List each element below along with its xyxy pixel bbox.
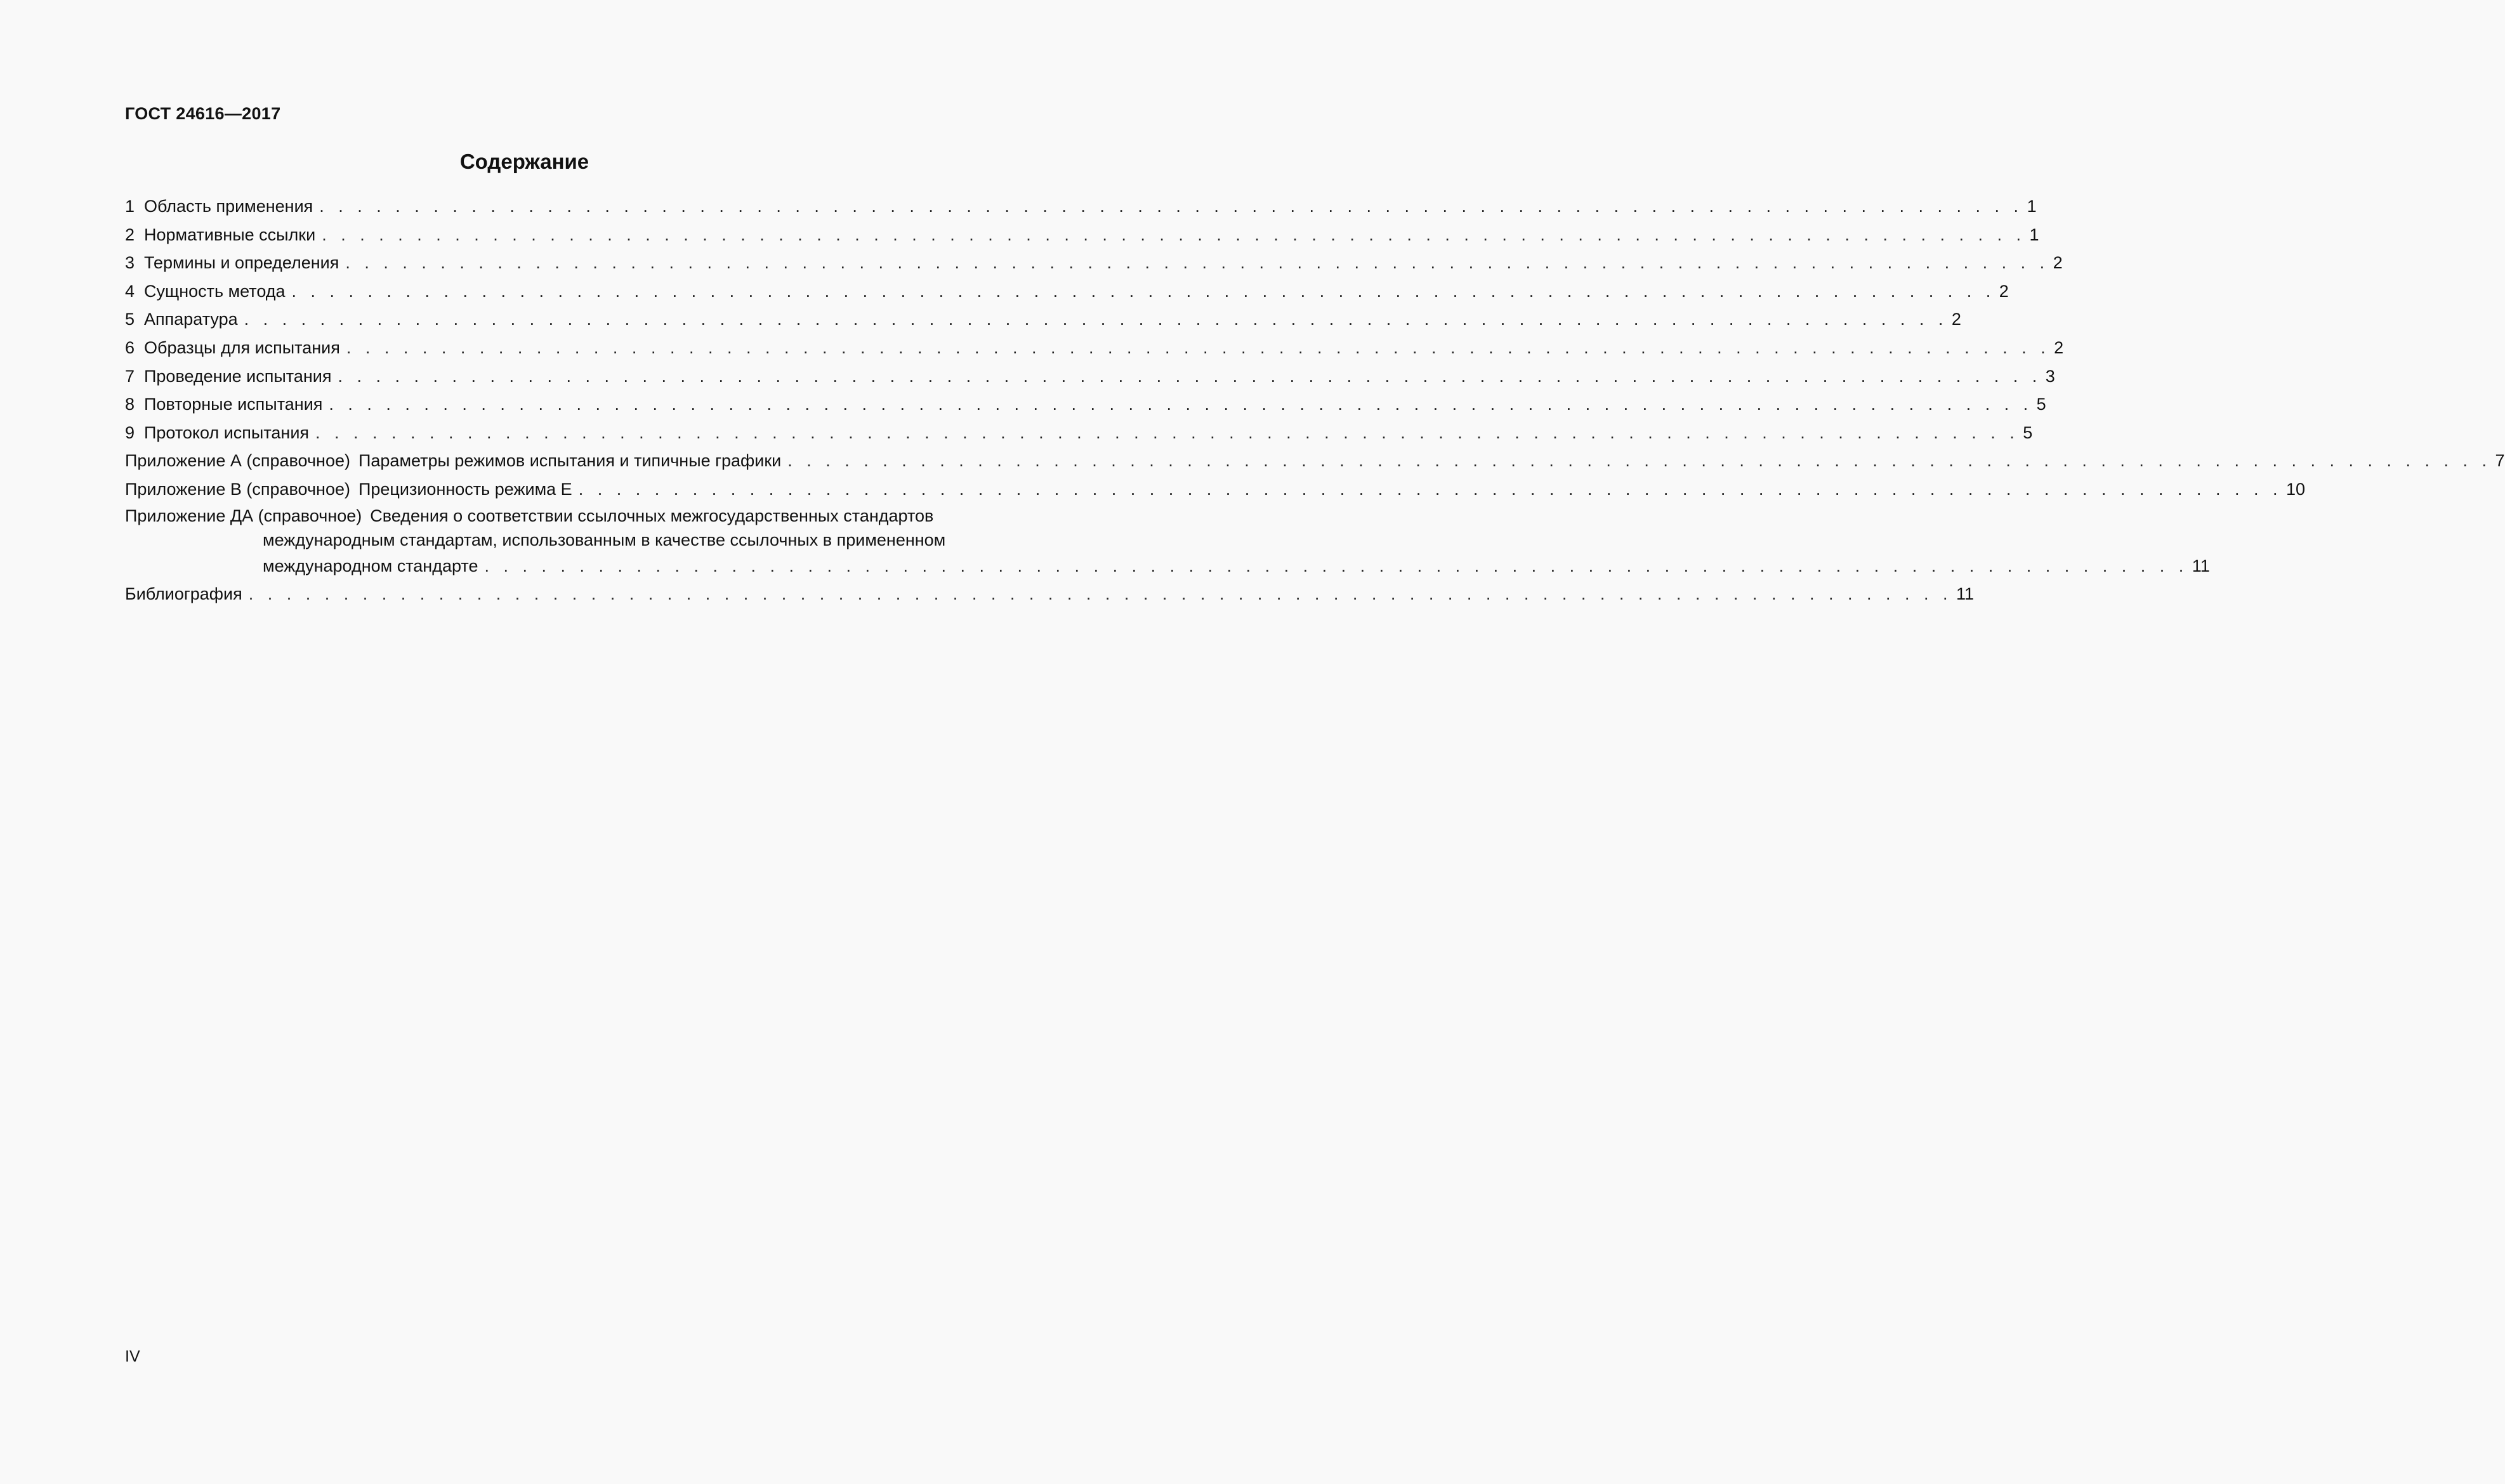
toc-entry-number: 8	[125, 395, 135, 414]
toc-entry-number: 5	[125, 310, 135, 329]
toc-entry-number: 7	[125, 366, 135, 386]
toc-entry-appendix-a[interactable]	[125, 447, 2505, 475]
toc-entry-page: 5	[2036, 395, 2046, 414]
toc-entry-section-7[interactable]	[125, 362, 2055, 391]
toc-dot-leader: . . . . . . . . . . . . . . . . . . . . . . . . . . . . . . . . . . . . . . . . . . . . . . . . . . . . . . . . . . . . . . . . . . . . . . . . . . . . . . . . . . . . . . . . . .	[338, 366, 2042, 386]
toc-entry-number: 1	[125, 197, 135, 216]
toc-title: Содержание	[459, 150, 589, 173]
toc-entry-appendix-b[interactable]	[125, 475, 2305, 504]
toc-dot-leader: . . . . . . . . . . . . . . . . . . . . . . . . . . . . . . . . . . . . . . . . . . . . . . . . . . . . . . . . . . . . . . . . . . . . . . . . . . . . . . . . . . . . . . . . . .	[291, 281, 1995, 301]
toc-entry-title: Аппаратура	[144, 310, 238, 329]
toc-entry-section-1[interactable]	[125, 192, 2037, 221]
toc-entry-page: 10	[2285, 479, 2305, 499]
toc-entry-title: Протокол испытания	[144, 423, 310, 442]
toc-dot-leader: . . . . . . . . . . . . . . . . . . . . . . . . . . . . . . . . . . . . . . . . . . . . . . . . . . . . . . . . . . . . . . . . . . . . . . . . . . . . . . . . . . . . . . . . . .	[248, 584, 1952, 603]
page-number: IV	[125, 1348, 140, 1365]
toc-dot-leader: . . . . . . . . . . . . . . . . . . . . . . . . . . . . . . . . . . . . . . . . . . . . . . . . . . . . . . . . . . . . . . . . . . . . . . . . . . . . . . . . . . . . . . . . . .	[578, 479, 2282, 499]
toc-entry-page: 1	[2029, 225, 2039, 244]
toc-entry-page: 2	[2053, 253, 2063, 273]
toc-entry-section-9[interactable]	[125, 419, 2033, 447]
toc-entry-title: Библиография	[125, 584, 242, 603]
toc-entry-appendix-da[interactable]	[125, 504, 2210, 580]
toc-entry-title: Нормативные ссылки	[144, 225, 316, 244]
toc-entry-title: Образцы для испытания	[144, 338, 340, 357]
toc-entry-bibliography[interactable]	[125, 580, 1974, 608]
toc-entry-number: 9	[125, 423, 135, 442]
toc-entry-title: Область применения	[144, 197, 313, 216]
toc-dot-leader: . . . . . . . . . . . . . . . . . . . . . . . . . . . . . . . . . . . . . . . . . . . . . . . . . . . . . . . . . . . . . . . . . . . . . . . . . . . . . . . . . . . . . . . . . .	[484, 556, 2188, 575]
toc-entry-title: Повторные испытания	[144, 395, 323, 414]
toc-dot-leader: . . . . . . . . . . . . . . . . . . . . . . . . . . . . . . . . . . . . . . . . . . . . . . . . . . . . . . . . . . . . . . . . . . . . . . . . . . . . . . . . . . . . . . . . . .	[346, 338, 2051, 357]
toc-entry-line	[125, 528, 973, 552]
toc-dot-leader: . . . . . . . . . . . . . . . . . . . . . . . . . . . . . . . . . . . . . . . . . . . . . . . . . . . . . . . . . . . . . . . . . . . . . . . . . . . . . . . . . . . . . . . . . .	[319, 197, 2023, 216]
toc-entry-number: 4	[125, 281, 135, 301]
toc-entry-section-4[interactable]	[125, 277, 2009, 306]
toc-entry-section-5[interactable]	[125, 305, 1961, 334]
toc-entry-page: 3	[2045, 366, 2055, 386]
toc-entry-title-line-2: международным стандартам, использованным в качестве ссылочных в примененном	[263, 530, 946, 549]
document-code: ГОСТ 24616—2017	[125, 104, 281, 123]
toc-entry-section-3[interactable]	[125, 249, 2063, 277]
toc-entry-title: Прецизионность режима Е	[358, 479, 572, 499]
toc-entry-page: 11	[2192, 556, 2210, 575]
toc-entry-title: Проведение испытания	[144, 366, 332, 386]
toc-dot-leader: . . . . . . . . . . . . . . . . . . . . . . . . . . . . . . . . . . . . . . . . . . . . . . . . . . . . . . . . . . . . . . . . . . . . . . . . . . . . . . . . . . . . . . . . . .	[345, 253, 2049, 273]
toc-dot-leader: . . . . . . . . . . . . . . . . . . . . . . . . . . . . . . . . . . . . . . . . . . . . . . . . . . . . . . . . . . . . . . . . . . . . . . . . . . . . . . . . . . . . . . . . . .	[315, 423, 2020, 442]
toc-dot-leader: . . . . . . . . . . . . . . . . . . . . . . . . . . . . . . . . . . . . . . . . . . . . . . . . . . . . . . . . . . . . . . . . . . . . . . . . . . . . . . . . . . . . . . . . . .	[244, 310, 1948, 329]
toc-entry-title-line-1: Сведения о соответствии ссылочных межгосударственных стандартов	[370, 506, 934, 525]
toc-entry-number: 3	[125, 253, 135, 273]
toc-dot-leader: . . . . . . . . . . . . . . . . . . . . . . . . . . . . . . . . . . . . . . . . . . . . . . . . . . . . . . . . . . . . . . . . . . . . . . . . . . . . . . . . . . . . . . . . . .	[322, 225, 2026, 244]
toc-appendix-label: Приложение ДА (справочное)	[125, 506, 362, 525]
toc-entry-page: 2	[2054, 338, 2064, 357]
toc-entry-section-8[interactable]	[125, 390, 2046, 419]
toc-entry-section-6[interactable]	[125, 334, 2064, 362]
table-of-contents	[125, 192, 2505, 608]
toc-entry-title: Сущность метода	[144, 281, 286, 301]
toc-appendix-label: Приложение В (справочное)	[125, 479, 350, 499]
toc-entry-number: 2	[125, 225, 135, 244]
toc-entry-number: 6	[125, 338, 135, 357]
toc-entry-title-line-3: международном стандарте	[263, 556, 478, 575]
toc-dot-leader: . . . . . . . . . . . . . . . . . . . . . . . . . . . . . . . . . . . . . . . . . . . . . . . . . . . . . . . . . . . . . . . . . . . . . . . . . . . . . . . . . . . . . . . . . .	[787, 451, 2492, 471]
toc-entry-line	[125, 552, 2210, 580]
toc-entry-section-2[interactable]	[125, 221, 2039, 249]
toc-entry-page: 2	[1951, 310, 1961, 329]
toc-appendix-label: Приложение А (справочное)	[125, 451, 350, 471]
toc-entry-page: 2	[1999, 281, 2009, 301]
toc-dot-leader: . . . . . . . . . . . . . . . . . . . . . . . . . . . . . . . . . . . . . . . . . . . . . . . . . . . . . . . . . . . . . . . . . . . . . . . . . . . . . . . . . . . . . . . . . .	[329, 395, 2033, 414]
toc-entry-title: Термины и определения	[144, 253, 339, 273]
toc-entry-line	[125, 504, 973, 528]
toc-entry-page: 5	[2023, 423, 2033, 442]
toc-entry-page: 7	[2495, 451, 2505, 471]
toc-entry-page: 1	[2027, 197, 2037, 216]
toc-entry-title: Параметры режимов испытания и типичные графики	[358, 451, 782, 471]
toc-entry-page: 11	[1956, 584, 1974, 603]
